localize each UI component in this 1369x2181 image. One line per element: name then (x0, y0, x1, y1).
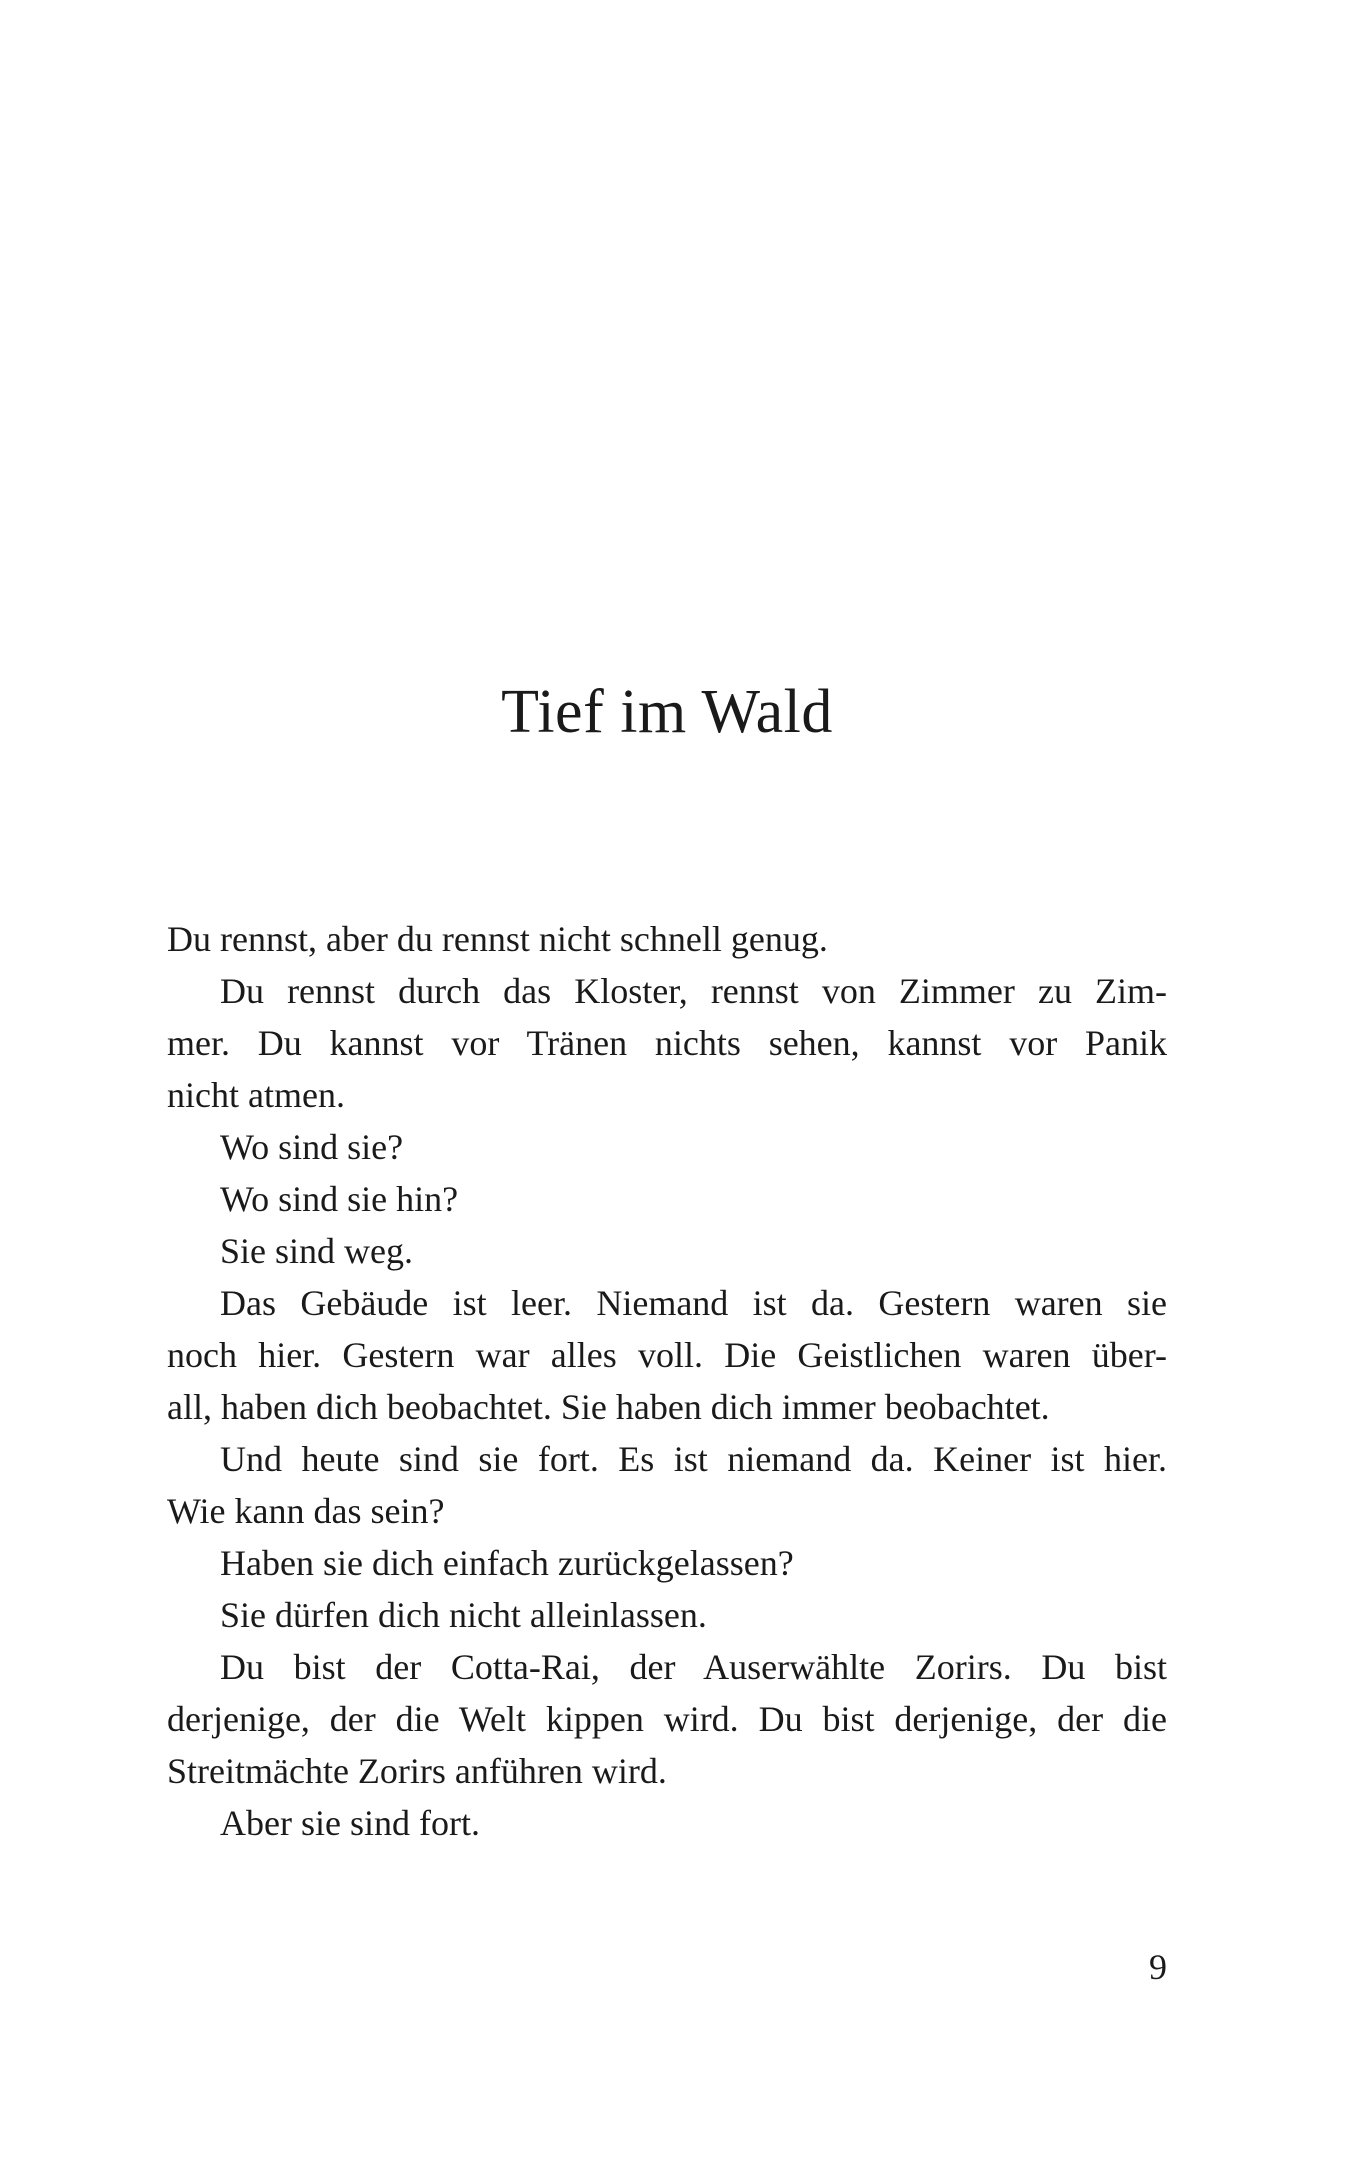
text-line: Streitmächte Zorirs anführen wird. (167, 1751, 667, 1791)
text-line: Sie sind weg. (220, 1231, 413, 1271)
text-line: Das Gebäude ist leer. Niemand ist da. Gestern waren sie (220, 1283, 1167, 1323)
text-line: Wo sind sie? (220, 1127, 404, 1167)
text-line: derjenige, der die Welt kippen wird. Du bist derjenige, der die (167, 1699, 1167, 1739)
text-line: Sie dürfen dich nicht alleinlassen. (220, 1595, 707, 1635)
text-line: Wo sind sie hin? (220, 1179, 459, 1219)
chapter-title: Tief im Wald (501, 678, 833, 746)
text-line: mer. Du kannst vor Tränen nichts sehen, kannst vor Panik (167, 1023, 1167, 1063)
text-line: Du bist der Cotta-Rai, der Auserwählte Zorirs. Du bist (220, 1647, 1167, 1687)
text-line: Du rennst, aber du rennst nicht schnell genug. (167, 919, 828, 959)
text-line: Du rennst durch das Kloster, rennst von Zimmer zu Zim- (220, 971, 1167, 1011)
page-number: 9 (1149, 1947, 1167, 1987)
body-text (167, 913, 1167, 1849)
text-line: all, haben dich beobachtet. Sie haben dich immer beobachtet. (167, 1387, 1050, 1427)
text-line: noch hier. Gestern war alles voll. Die Geistlichen waren über- (167, 1335, 1167, 1375)
text-line: Wie kann das sein? (167, 1491, 445, 1531)
text-line: Aber sie sind fort. (220, 1803, 480, 1843)
text-line: Haben sie dich einfach zurückgelassen? (220, 1543, 794, 1583)
text-line: nicht atmen. (167, 1075, 345, 1115)
text-line: Und heute sind sie fort. Es ist niemand da. Keiner ist hier. (220, 1439, 1167, 1479)
